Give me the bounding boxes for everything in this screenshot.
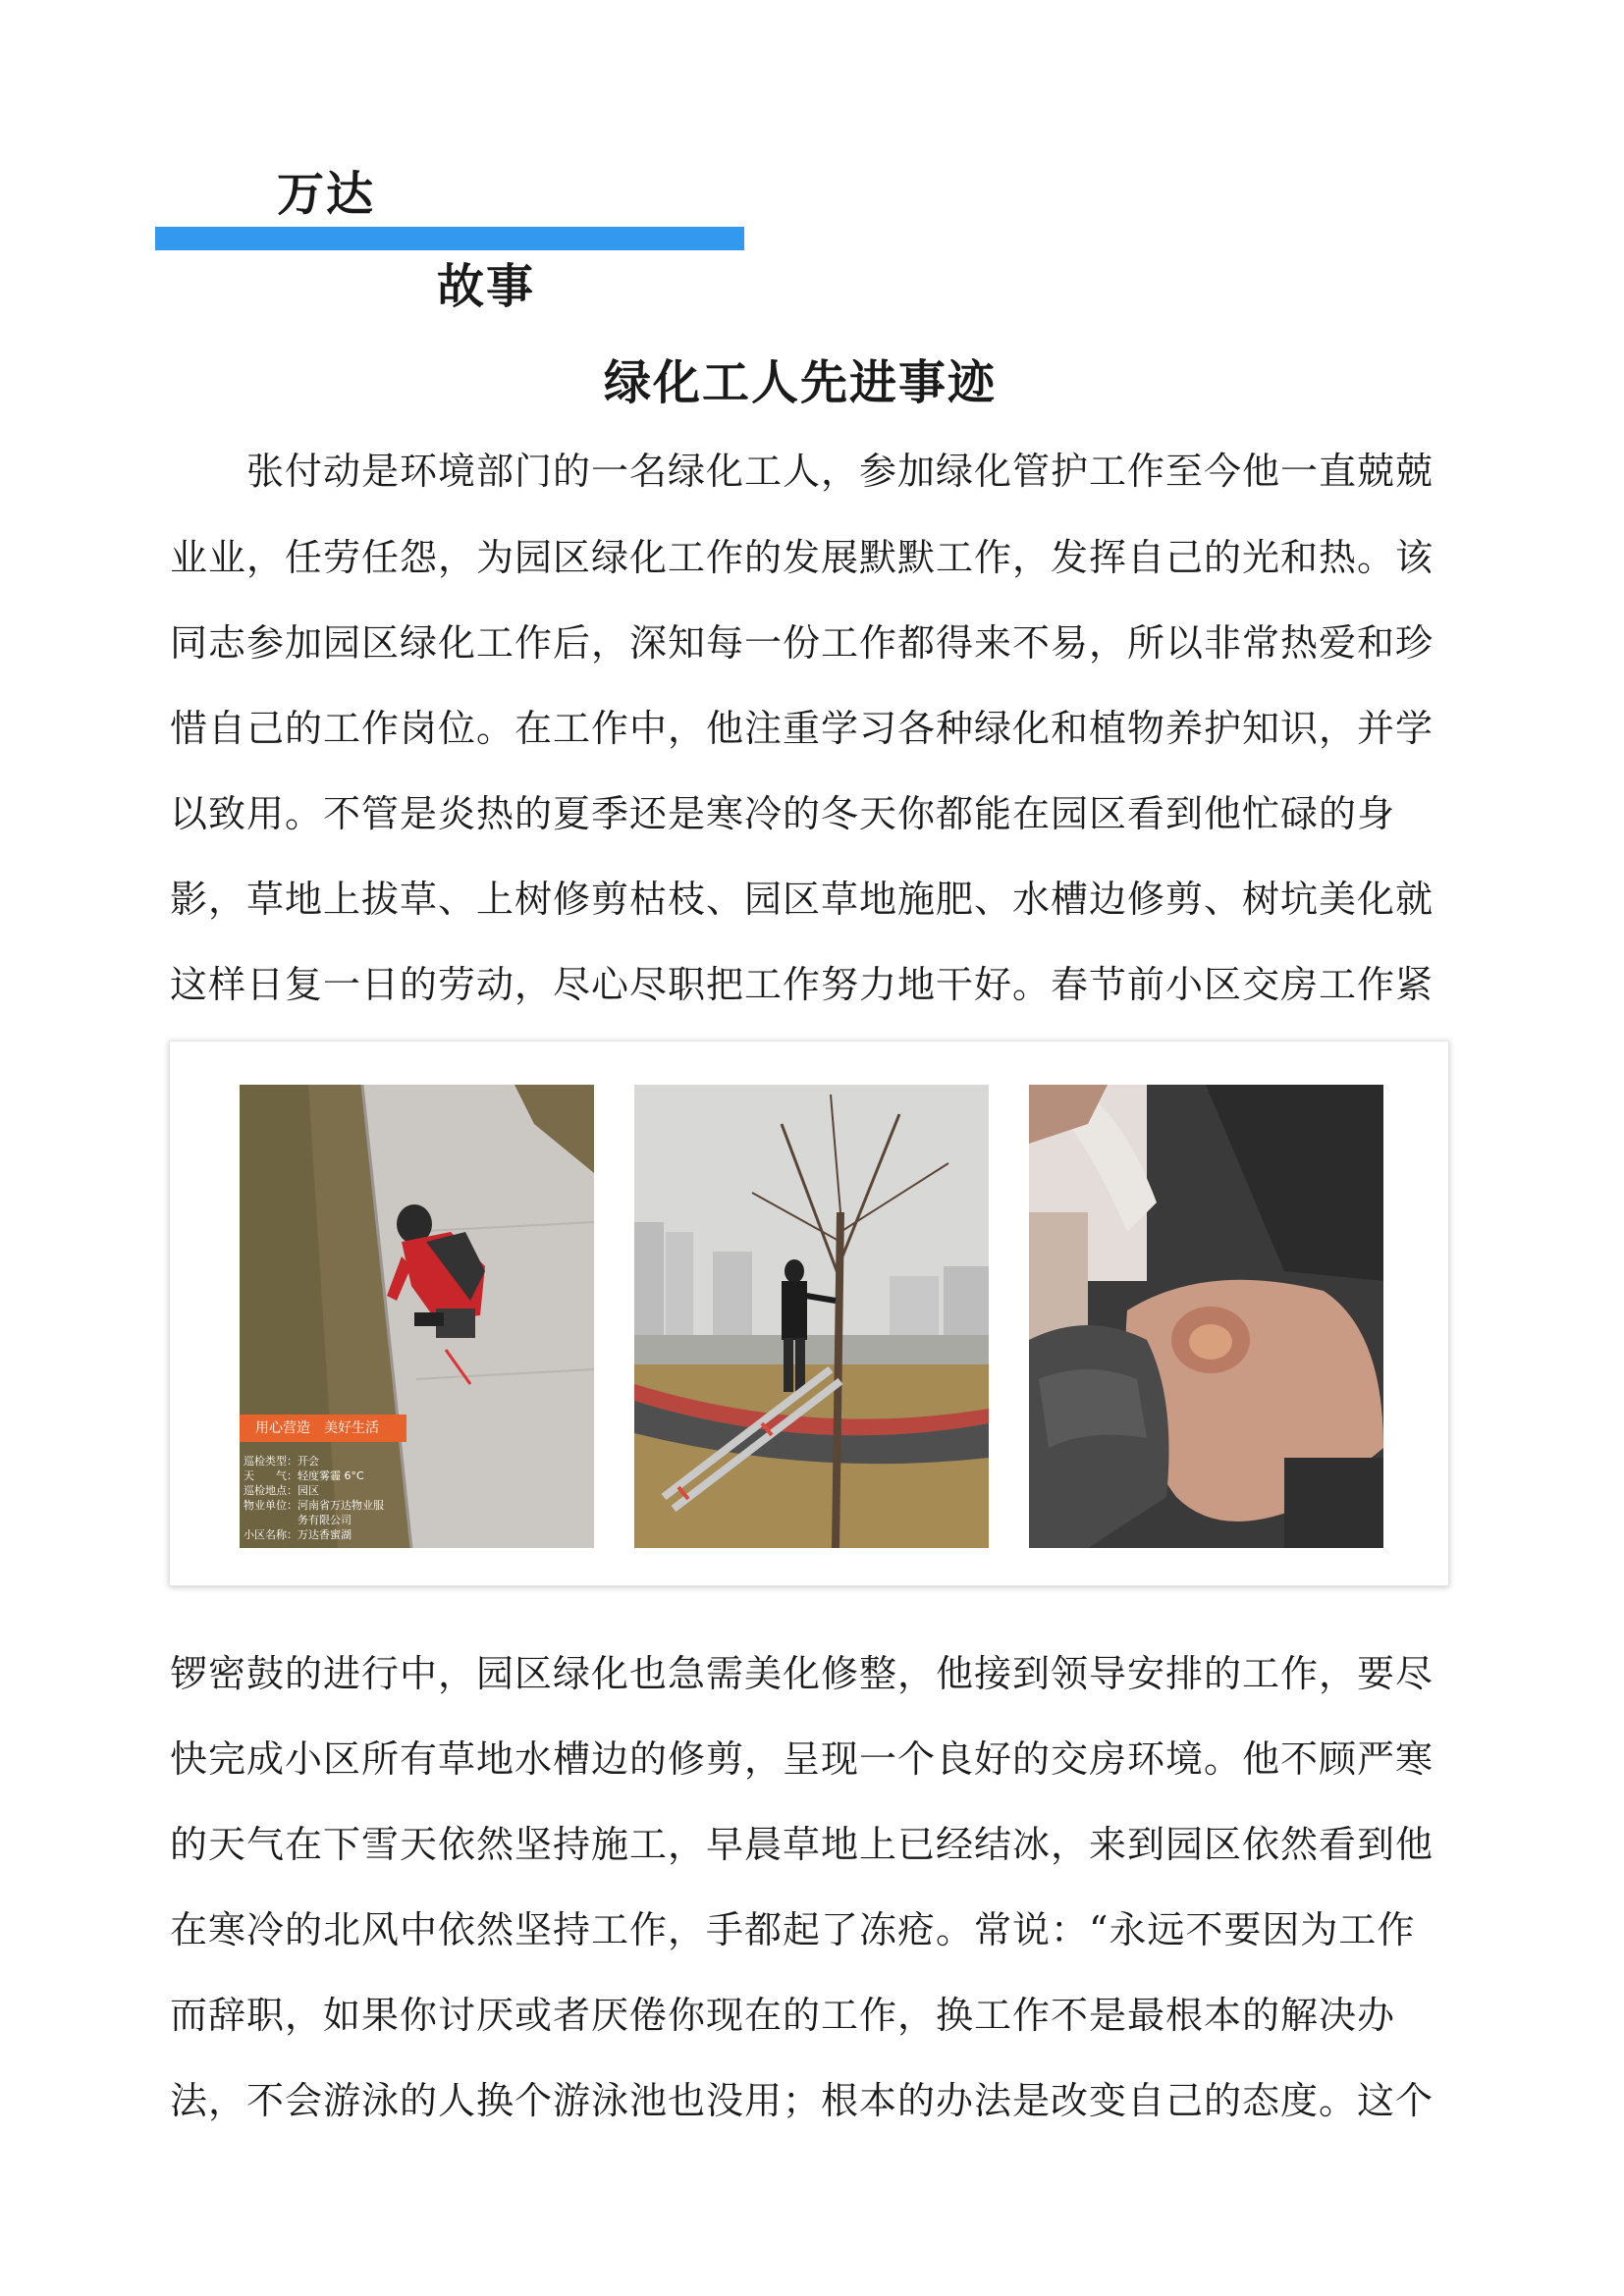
photo-info-line: 巡检地点：园区 bbox=[244, 1484, 319, 1497]
body-line: 张付动是环境部门的一名绿化工人，参加绿化管护工作至今他一直兢兢 bbox=[170, 450, 1435, 493]
photo-worker-trimming bbox=[240, 1085, 594, 1548]
body-line: 的天气在下雪天依然坚持施工，早晨草地上已经结冰，来到园区依然看到他 bbox=[170, 1823, 1435, 1866]
body-line: 影，草地上拔草、上树修剪枯枝、园区草地施肥、水槽边修剪、树坑美化就 bbox=[170, 878, 1435, 921]
body-line: 业业，任劳任怨，为园区绿化工作的发展默默工作，发挥自己的光和热。该 bbox=[170, 536, 1435, 579]
photo-frostbitten-hand bbox=[1029, 1085, 1383, 1548]
body-line: 同志参加园区绿化工作后，深知每一份工作都得来不易，所以非常热爱和珍 bbox=[170, 621, 1435, 665]
photo-strip bbox=[169, 1041, 1449, 1586]
body-line: 而辞职，如果你讨厌或者厌倦你现在的工作，换工作不是最根本的解决办 bbox=[170, 1994, 1396, 2037]
body-line: 快完成小区所有草地水槽边的修剪，呈现一个良好的交房环境。他不顾严寒 bbox=[170, 1737, 1435, 1781]
photo-caption-banner: 用心营造 美好生活 bbox=[240, 1415, 406, 1442]
body-line: 锣密鼓的进行中，园区绿化也急需美化修整，他接到领导安排的工作，要尽 bbox=[170, 1652, 1435, 1695]
photo-info-line: 天 气：轻度雾霾 6°C bbox=[244, 1469, 364, 1482]
photo-info-line: 务有限公司 bbox=[244, 1514, 352, 1526]
article-title: 绿化工人先进事迹 bbox=[603, 355, 997, 410]
body-line: 惜自己的工作岗位。在工作中，他注重学习各种绿化和植物养护知识，并学 bbox=[170, 707, 1435, 750]
photo-info-line: 巡检类型：开会 bbox=[244, 1455, 319, 1468]
body-line: 以致用。不管是炎热的夏季还是寒冷的冬天你都能在园区看到他忙碌的身 bbox=[170, 792, 1396, 835]
header-accent-bar bbox=[155, 227, 744, 250]
photo-worker-on-ladder-image bbox=[634, 1085, 989, 1548]
photo-frostbitten-hand-image bbox=[1029, 1085, 1383, 1548]
photo-info-overlay bbox=[244, 1454, 440, 1542]
header-brand: 万达 bbox=[277, 167, 376, 222]
body-line: 这样日复一日的劳动，尽心尽职把工作努力地干好。春节前小区交房工作紧 bbox=[170, 963, 1435, 1006]
photo-info-line: 小区名称：万达香蜜湖 bbox=[244, 1528, 352, 1541]
body-line: 在寒冷的北风中依然坚持工作，手都起了冻疮。常说：“永远不要因为工作 bbox=[170, 1908, 1416, 1951]
photo-info-line: 物业单位：河南省万达物业服 bbox=[244, 1499, 384, 1512]
photo-worker-on-ladder bbox=[634, 1085, 989, 1548]
header-section: 故事 bbox=[437, 259, 536, 314]
body-line: 法，不会游泳的人换个游泳池也没用；根本的办法是改变自己的态度。这个 bbox=[170, 2079, 1435, 2122]
